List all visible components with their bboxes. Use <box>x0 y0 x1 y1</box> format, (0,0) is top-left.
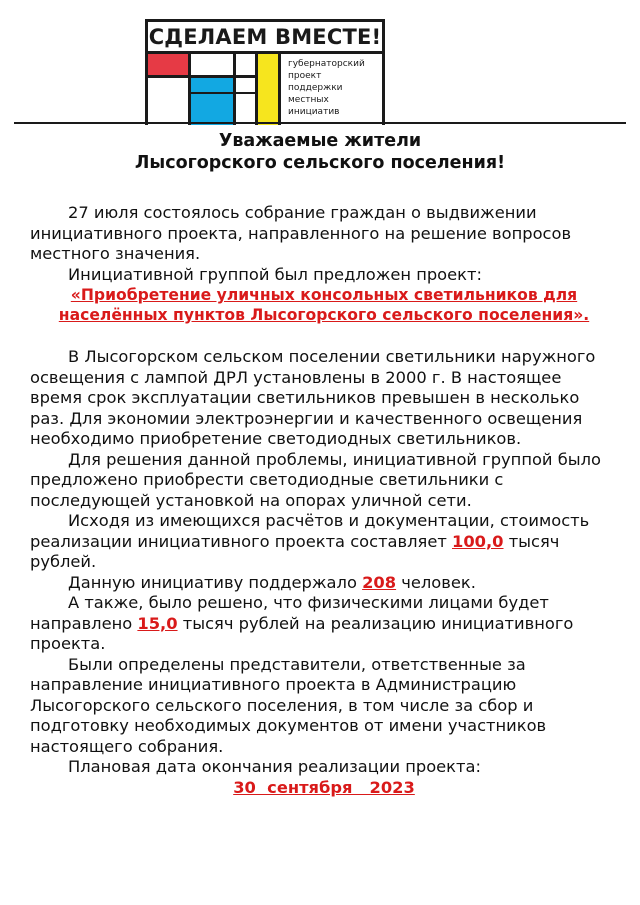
logo-grid-line <box>148 75 258 78</box>
paragraph-proposal: Инициативной группой был предложен проект: <box>68 264 482 284</box>
paragraph-contribution <box>30 593 618 655</box>
paragraph-deadline: Плановая дата окончания реализации проекта: <box>68 757 481 776</box>
cost-unit: тысяч рублей. <box>30 531 560 571</box>
logo-blue-block <box>188 77 233 125</box>
page-title <box>0 130 640 174</box>
logo-grid-line <box>188 54 191 125</box>
logo-subtitle <box>288 58 384 118</box>
logo-subtitle-line: местных <box>288 95 329 105</box>
logo-title: СДЕЛАЕМ ВМЕСТЕ! <box>148 22 382 54</box>
paragraph-representatives: Были определены представители, ответственные за направление инициативного проекта в Администрацию Лысогорского сельского поселения, в том числе за сбор и подготовку необходимых документов от имени участников настоящего собрания. <box>30 654 547 756</box>
paragraph-solution: Для решения данной проблемы, инициативной группой было предложено приобрести светодиодные светильники с последующей установкой на опорах уличной сети. <box>30 449 601 510</box>
title-line-2: Лысогорского сельского поселения! <box>134 153 506 173</box>
contribution-unit: тысяч рублей на реализацию инициативного проекта. <box>30 613 574 653</box>
end-date: 30 сентября 2023 <box>233 777 415 797</box>
announcement-body <box>30 203 618 798</box>
logo-grid-line <box>255 54 258 125</box>
logo-grid-line <box>278 54 281 125</box>
contribution-amount: 15,0 <box>137 613 178 633</box>
logo-yellow-block <box>258 54 278 125</box>
paragraph-cost <box>30 511 618 573</box>
logo-grid-line <box>233 54 236 125</box>
support-count: 208 <box>362 572 397 592</box>
header-divider <box>14 122 626 124</box>
project-logo <box>145 19 385 125</box>
project-title: «Приобретение уличных консольных светильников для населённых пунктов Лысогорского сельского поселения». <box>58 286 590 324</box>
logo-grid-line <box>191 92 255 94</box>
logo-subtitle-line: проект <box>288 71 322 81</box>
title-line-1: Уважаемые жители <box>218 131 422 151</box>
logo-subtitle-line: инициатив <box>288 107 340 117</box>
paragraph-meeting: 27 июля состоялось собрание граждан о выдвижении инициативного проекта, направленного на решение вопросов местного значения. <box>30 203 572 263</box>
logo-subtitle-line: губернаторский <box>288 59 365 69</box>
cost-amount: 100,0 <box>452 531 504 551</box>
support-unit: человек. <box>396 572 476 592</box>
logo-red-block <box>148 54 188 77</box>
contribution-text: А также, было решено, что физическими лицами будет направлено <box>30 593 549 633</box>
paragraph-support <box>30 573 618 594</box>
cost-text: Исходя из имеющихся расчётов и документации, стоимость реализации инициативного проекта составляет <box>30 511 590 551</box>
spacer <box>30 325 618 347</box>
paragraph-problem: В Лысогорском сельском поселении светильники наружного освещения с лампой ДРЛ установлены в 2000 г. В настоящее время срок эксплуатации светильников превышен в несколько раз. Для экономии электроэнергии и качественного освещения необходимо приобретение светодиодных светильников. <box>30 347 596 448</box>
logo-subtitle-line: поддержки <box>288 83 343 93</box>
support-text: Данную инициативу поддержало <box>68 572 363 592</box>
